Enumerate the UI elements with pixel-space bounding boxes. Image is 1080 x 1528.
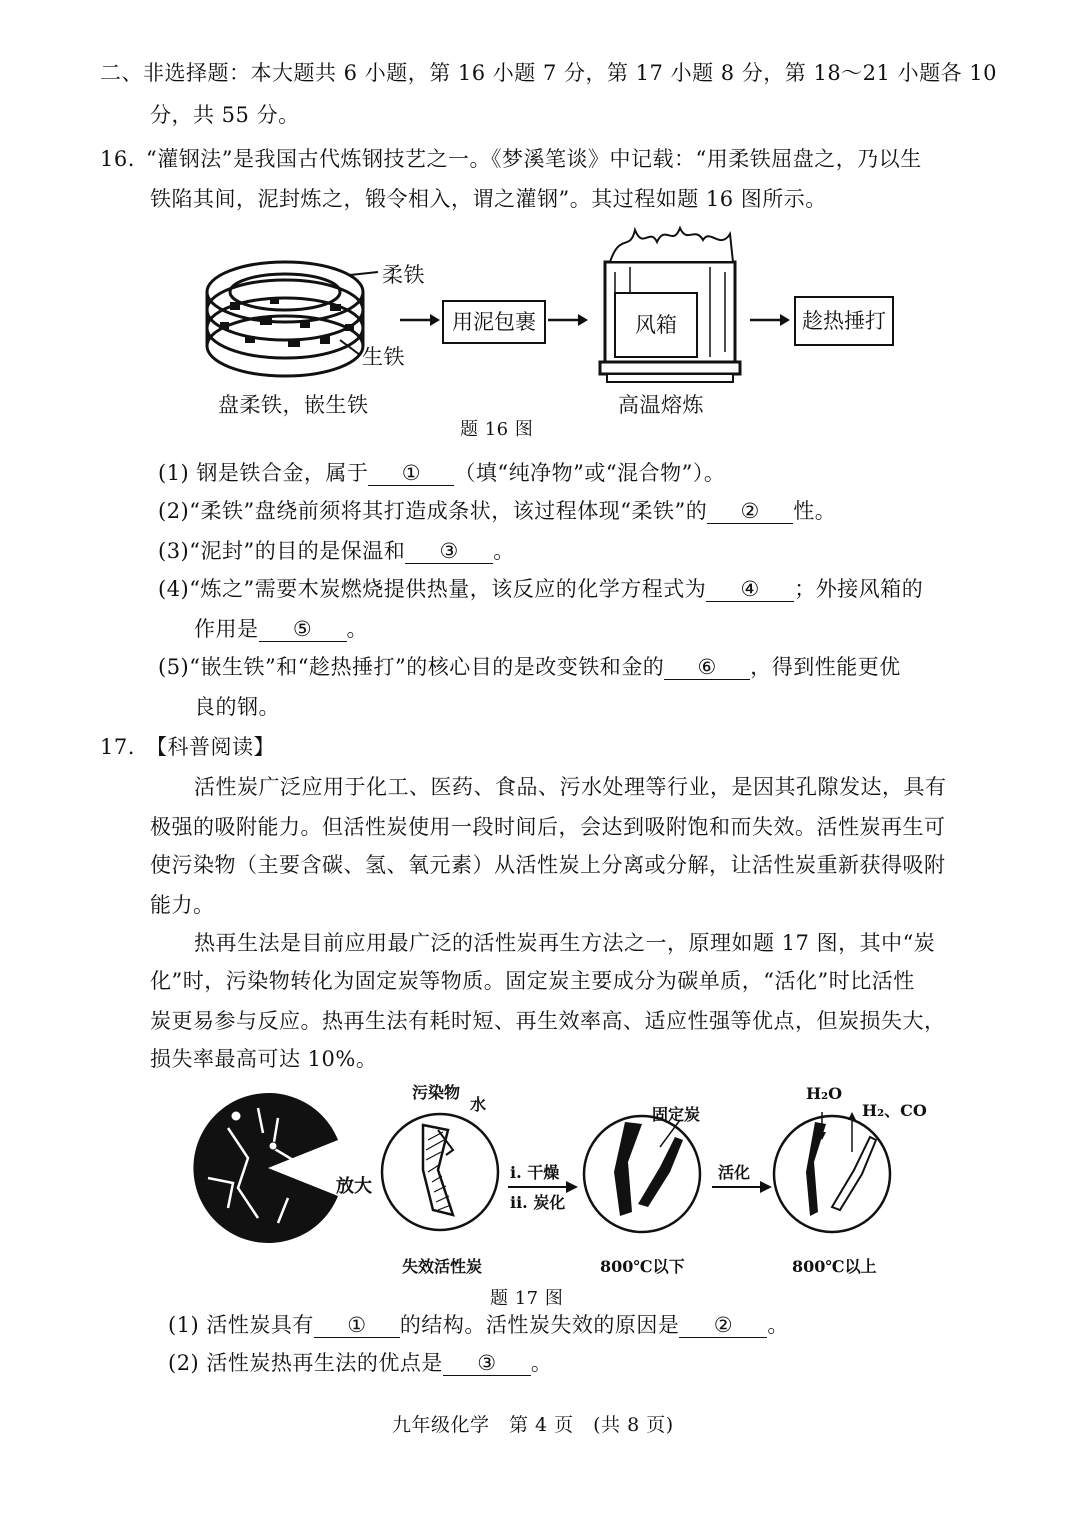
box-bellows: 风箱: [614, 292, 698, 358]
answer-blank-3[interactable]: ③: [443, 1351, 531, 1376]
q17-p2-l4: 损失率最高可达 10%。: [150, 1047, 378, 1071]
label-fixed-carbon: 固定炭: [652, 1105, 701, 1124]
q16-sub4: (4)“炼之”需要木炭燃烧提供热量，该反应的化学方程式为 ④ ；外接风箱的: [158, 577, 924, 601]
q17-number: 17.: [100, 735, 135, 759]
answer-blank-1[interactable]: ①: [368, 461, 454, 486]
arrow-icon: [750, 312, 790, 328]
caption-above-800: 800℃以上: [792, 1257, 877, 1276]
answer-blank-2[interactable]: ②: [679, 1313, 767, 1338]
q17-p1-l2: 极强的吸附能力。但活性炭使用一段时间后，会达到吸附饱和而失效。活性炭再生可: [150, 815, 946, 839]
arrow-icon: [400, 312, 440, 328]
q17-heading: 【科普阅读】: [146, 735, 275, 759]
label-zoom: 放大: [336, 1176, 372, 1197]
pore-pollutant-circle: [378, 1110, 503, 1235]
box-mud-wrap: 用泥包裹: [442, 300, 546, 344]
q17-p2-l1: 热再生法是目前应用最广泛的活性炭再生方法之一，原理如题 17 图，其中“炭: [194, 931, 936, 955]
answer-blank-5[interactable]: ⑤: [259, 617, 347, 642]
q17-p2-l2: 化”时，污染物转化为固定炭等物质。固定炭主要成分为碳单质，“活化”时比活性: [150, 969, 915, 993]
step-activate: 活化: [718, 1163, 751, 1182]
answer-blank-2[interactable]: ②: [707, 499, 793, 524]
q16-sub2: (2)“柔铁”盘绕前须将其打造成条状，该过程体现“柔铁”的 ② 性。: [158, 499, 837, 523]
caption-spent-carbon: 失效活性炭: [402, 1257, 483, 1276]
q16-sub5b: 良的钢。: [194, 695, 280, 719]
label-pollutant: 污染物: [412, 1083, 461, 1102]
box-hammer: 趁热捶打: [794, 296, 894, 346]
label-h2o: H₂O: [806, 1084, 843, 1103]
section-header-line2: 分，共 55 分。: [150, 103, 300, 127]
pore-fixed-carbon-circle: [580, 1112, 705, 1237]
figure16-caption: 题 16 图: [460, 419, 534, 440]
answer-blank-1[interactable]: ①: [314, 1313, 400, 1338]
pore-activated-circle: [770, 1112, 895, 1237]
q16-sub5: (5)“嵌生铁”和“趁热捶打”的核心目的是改变铁和金的 ⑥ ，得到性能更优: [158, 655, 901, 679]
label-h2-co: H₂、CO: [862, 1101, 927, 1120]
arrow-icon: [548, 312, 588, 328]
q17-sub1: (1) 活性炭具有 ① 的结构。活性炭失效的原因是 ② 。: [168, 1313, 789, 1337]
caption-smelt: 高温熔炼: [618, 393, 704, 417]
spent-carbon-illustration: [188, 1088, 348, 1248]
q17-p2-l3: 炭更易参与反应。热再生法有耗时短、再生效率高、适应性强等优点，但炭损失大，: [150, 1009, 946, 1033]
caption-below-800: 800℃以下: [600, 1257, 685, 1276]
answer-blank-4[interactable]: ④: [706, 577, 794, 602]
q17-p1-l3: 使污染物（主要含碳、氢、氧元素）从活性炭上分离或分解，让活性炭重新获得吸附: [150, 853, 946, 877]
q16-number: 16.: [100, 147, 135, 171]
label-pig-iron: 生铁: [362, 345, 405, 369]
figure17-caption: 题 17 图: [490, 1288, 564, 1309]
q17-sub2: (2) 活性炭热再生法的优点是 ③ 。: [168, 1351, 553, 1375]
q17-p1-l1: 活性炭广泛应用于化工、医药、食品、污水处理等行业，是因其孔隙发达，具有: [194, 775, 947, 799]
answer-blank-6[interactable]: ⑥: [664, 655, 750, 680]
caption-coil: 盘柔铁，嵌生铁: [218, 393, 369, 417]
step-carbonize: ii. 炭化: [510, 1193, 566, 1212]
label-water: 水: [470, 1095, 487, 1114]
section-header-line1: 二、非选择题：本大题共 6 小题，第 16 小题 7 分，第 17 小题 8 分，第 18～21 小题各 10: [100, 61, 997, 85]
q16-stem-line2: 铁陷其间，泥封炼之，锻令相入，谓之灌钢”。其过程如题 16 图所示。: [150, 187, 827, 211]
q16-sub4b: 作用是 ⑤ 。: [194, 617, 368, 641]
label-soft-iron: 柔铁: [382, 263, 425, 287]
q16-sub1: (1) 钢是铁合金，属于 ① （填“纯净物”或“混合物”）。: [158, 461, 726, 485]
q16-sub3: (3)“泥封”的目的是保温和 ③ 。: [158, 539, 515, 563]
step-dry: i. 干燥: [510, 1163, 560, 1182]
q17-p1-l4: 能力。: [150, 893, 215, 917]
q16-stem-line1: “灌钢法”是我国古代炼钢技艺之一。《梦溪笔谈》中记载：“用柔铁屈盘之，乃以生: [146, 147, 922, 171]
coil-illustration: [200, 240, 390, 400]
page-footer: 九年级化学 第 4 页 (共 8 页): [392, 1414, 674, 1436]
answer-blank-3[interactable]: ③: [405, 539, 493, 564]
